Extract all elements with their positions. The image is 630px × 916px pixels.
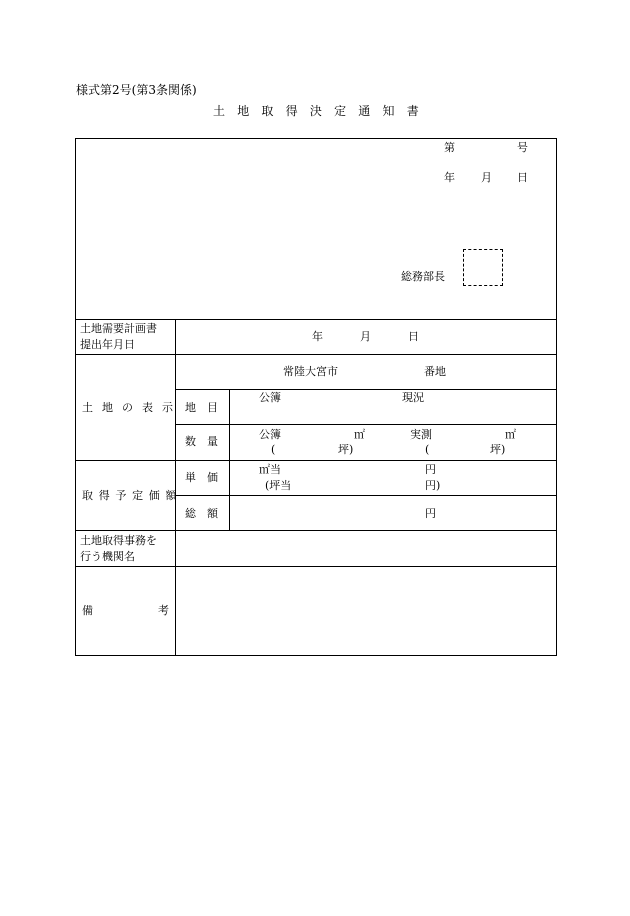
category-label: 地 目 bbox=[185, 401, 218, 414]
plan-date-day: 日 bbox=[408, 330, 419, 343]
unit-price-yen: 円 bbox=[425, 463, 436, 476]
remarks-label-left: 備 bbox=[82, 604, 93, 617]
notice-date-year: 年 bbox=[444, 171, 455, 184]
address-city: 常陸大宮市 bbox=[283, 365, 338, 378]
quantity-registry-tsubo: 坪) bbox=[338, 443, 354, 456]
notice-number-prefix: 第 bbox=[444, 141, 455, 154]
plan-date-month: 月 bbox=[360, 330, 371, 343]
quantity-registry-unit: ㎡ bbox=[354, 428, 365, 441]
quantity-actual: 実測 bbox=[410, 428, 432, 441]
unit-price-label: 単 価 bbox=[185, 471, 218, 484]
plan-date-year: 年 bbox=[312, 330, 323, 343]
unit-price-per-m2: ㎡当 bbox=[259, 463, 281, 476]
notice-date-day: 日 bbox=[517, 171, 528, 184]
remarks-label-right: 考 bbox=[158, 604, 169, 617]
category-actual: 現況 bbox=[402, 391, 424, 404]
quantity-actual-unit: ㎡ bbox=[505, 428, 516, 441]
price-label: 取 得 予 定 価 額 bbox=[82, 489, 178, 502]
notice-date-month: 月 bbox=[481, 171, 492, 184]
address-suffix: 番地 bbox=[424, 365, 446, 378]
land-label: 土 地 の 表 示 bbox=[82, 401, 176, 414]
unit-price-tsubo-yen: 円) bbox=[425, 479, 441, 492]
document-title: 土 地 取 得 決 定 通 知 書 bbox=[213, 104, 423, 118]
total-price-label: 総 額 bbox=[185, 507, 218, 520]
quantity-registry-tsubo-open: ( bbox=[271, 443, 276, 456]
total-price-yen: 円 bbox=[425, 507, 436, 520]
seal-box bbox=[463, 249, 503, 286]
category-registry: 公簿 bbox=[259, 391, 281, 404]
unit-price-per-tsubo: (坪当 bbox=[265, 479, 292, 492]
agency-label-line2: 行う機関名 bbox=[80, 550, 135, 563]
quantity-label: 数 量 bbox=[185, 435, 218, 448]
plan-date-label-line1: 土地需要計画書 bbox=[80, 322, 157, 335]
notice-number-suffix: 号 bbox=[517, 141, 528, 154]
quantity-actual-tsubo: 坪) bbox=[490, 443, 506, 456]
agency-label-line1: 土地取得事務を bbox=[80, 534, 157, 547]
plan-date-label-line2: 提出年月日 bbox=[80, 338, 135, 351]
issuer-title: 総務部長 bbox=[401, 270, 445, 283]
quantity-actual-tsubo-open: ( bbox=[425, 443, 430, 456]
form-number: 様式第2号(第3条関係) bbox=[76, 83, 197, 97]
quantity-registry: 公簿 bbox=[259, 428, 281, 441]
